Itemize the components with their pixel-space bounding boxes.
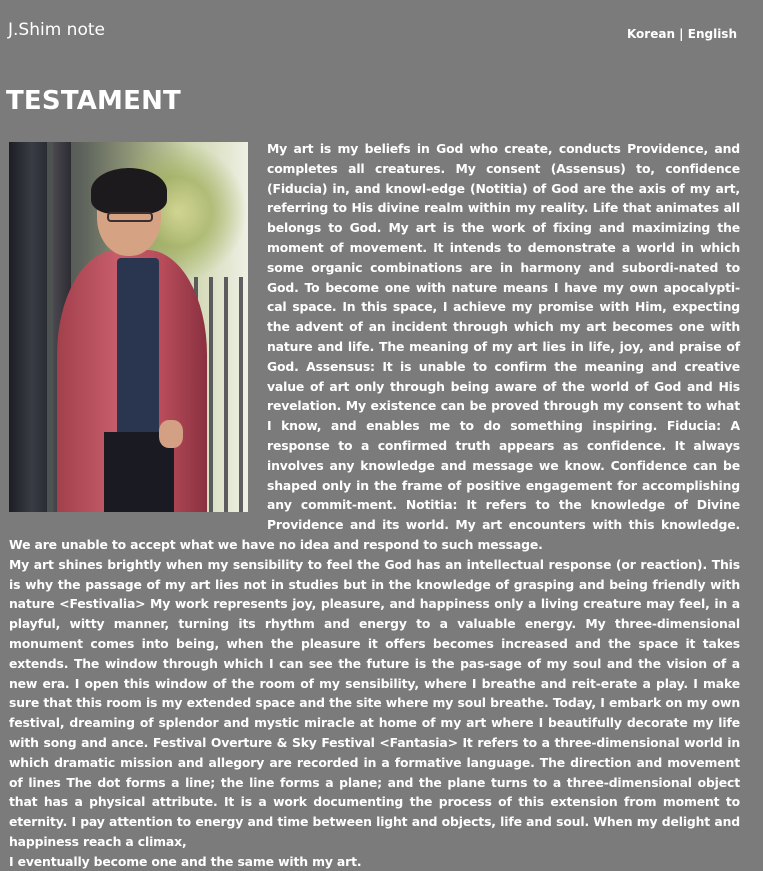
lang-korean-link[interactable]: Korean [626,27,675,41]
site-title[interactable]: J.Shim note [8,20,105,40]
page-title: TESTAMENT [6,86,181,116]
artist-portrait-photo [9,142,248,512]
lang-separator: | [679,27,684,41]
testament-content [9,139,740,871]
lang-english-link[interactable]: English [687,27,737,41]
testament-paragraph-3: I eventually become one and the same with my art. [9,853,362,869]
testament-paragraph-2: My art shines brightly when my sensibility to feel the God has an intellectual response (or reaction). This is why the passage of my art lies not in studies but in the knowledge of grasping and being friendly with nature <Festivalia> My work represents joy, pleasure, and happiness only a living creature may feel, in a playful, witty manner, turning its rhythm and energy to a valuable energy. My three-dimensional monument comes into being, when the pleasure it offers becomes increased and the space it takes extends. The window through which I can see the future is the pas-sage of my soul and the vision of a new era. I open this window of the room of my sensibility, where I breathe and reit-erate a play. I make sure that this room is my extended space and the site where my soul breathe. Today, I embark on my own festival, dreaming of splendor and mystic miracle at home of my art where I beautifully decorate my life with song and ance. Festival Overture & Sky Festival <Fantasia> It refers to a three-dimensional world in which dramatic mission and allegory are recorded in a formative language. The direction and movement of lines The dot forms a line; the line forms a plane; and the plane turns to a three-dimensional object that has a physical attribute. It is a work documenting the process of this extension from moment to eternity. I pay attention to energy and time between light and objects, life and soul. When my delight and happiness reach a climax, [9,556,740,849]
language-switcher [627,27,737,41]
testament-paragraph-1: My art is my beliefs in God who create, conducts Providence, and completes all creatures. My consent (Assensus) to, confidence (Fiducia) in, and knowl-edge (Notitia) of God are the axis of my art, referring to His divine realm within my reality. Life that animates all belongs to God. My art is the work of fixing and maximizing the moment of movement. It intends to demonstrate a world in which some organic combinations are in harmony and subordi-nated to God. To become one with nature means I have my own apocalypti-cal space. In this space, I achieve my promise with Him, expecting the advent of an incident through which my art becomes one with nature and life. The meaning of my art lies in life, joy, and praise of God. Assensus: It is unable to confirm the meaning and creative value of art only through being aware of the world of God and His revelation. My existence can be proved through my consent to what I know, and enables me to do something inspiring. Fiducia: A response to a confirmed truth appears as confidence. It always involves any knowledge and message we know. Confidence can be shaped only in the frame of positive engagement for accomplishing any commit-ment. Notitia: It refers to the knowledge of Divine Providence and its world. My art encounters with this knowledge. We are unable to accept what we have no idea and respond to such message. [9,141,740,552]
